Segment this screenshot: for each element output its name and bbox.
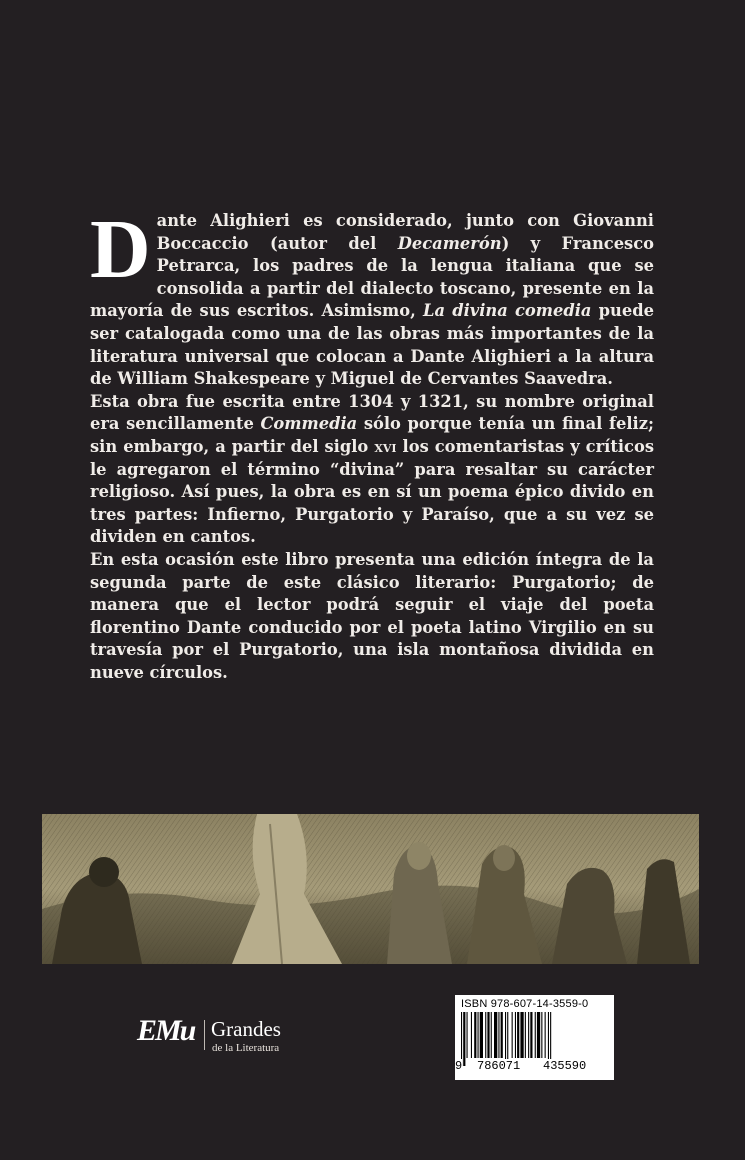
title-divina-comedia: La divina comedia xyxy=(423,301,592,321)
collection-name: Grandes xyxy=(211,1017,281,1041)
barcode-bar xyxy=(537,1012,540,1058)
publisher-mark: EMu xyxy=(137,1014,195,1047)
paragraph-2 xyxy=(90,391,654,549)
paragraph-1 xyxy=(90,203,654,391)
logo-divider xyxy=(204,1020,205,1050)
title-decameron: Decamerón xyxy=(397,233,502,253)
barcode-bar xyxy=(478,1012,479,1058)
drop-cap: D xyxy=(90,203,151,296)
barcode-bar xyxy=(494,1012,497,1058)
barcode-bar xyxy=(525,1012,526,1058)
barcode-bar xyxy=(498,1012,499,1058)
engraving-figures xyxy=(42,814,699,964)
paragraph-2-text-c: sólo porque tenía un final feliz; sin embargo, a partir del siglo xyxy=(90,414,654,456)
barcode-bar xyxy=(548,1012,549,1066)
barcode-bar xyxy=(461,1012,462,1066)
paragraph-1-text-a: ante Alighieri es considerado, junto con Giovanni Boccaccio (autor del xyxy=(156,211,654,253)
title-commedia: Commedia xyxy=(260,414,358,434)
barcode-bar xyxy=(480,1012,483,1058)
isbn-number: ISBN 978-607-14-3559-0 xyxy=(461,998,589,1010)
barcode-bar xyxy=(530,1012,532,1058)
barcode-digits-right: 435590 xyxy=(543,1059,587,1073)
barcode-bar xyxy=(512,1012,513,1058)
collection-subtitle: de la Literatura xyxy=(212,1042,280,1054)
description-text xyxy=(90,203,654,684)
barcode-bar xyxy=(463,1012,465,1066)
barcode-bar xyxy=(471,1012,472,1058)
barcode-bar xyxy=(474,1012,476,1058)
barcode-bar xyxy=(528,1012,529,1058)
engraving-illustration xyxy=(42,814,699,964)
barcode-bar xyxy=(507,1012,508,1066)
paragraph-1-text-c: ) y Francesco Petrarca, los padres de la lengua italiana que se consolida a partir del dialecto toscano, presente en la mayoría de sus escritos. Asimismo, xyxy=(90,233,654,321)
barcode-bar xyxy=(517,1012,519,1058)
barcode-bar xyxy=(467,1012,468,1058)
barcode-bar xyxy=(491,1012,492,1058)
barcode-bar xyxy=(545,1012,546,1058)
paragraph-3: En esta ocasión este libro presenta una edición íntegra de la segunda parte de este clásico literario: Purgatorio; de manera que el lector podrá seguir el viaje del poeta florentino Dante conducido por el poeta latino Virgilio en su travesía por el Purgatorio, una isla montañosa dividida en nueve círculos. xyxy=(90,549,654,682)
barcode-bar xyxy=(550,1012,551,1066)
paragraph-2-text-a: Esta obra fue escrita entre 1304 y 1321, su nombre original era sencillamente xyxy=(90,391,654,434)
barcode-bar xyxy=(520,1012,523,1058)
publisher-logo xyxy=(137,1012,307,1062)
barcode-digit-first: 9 xyxy=(455,1059,463,1073)
isbn-barcode xyxy=(455,995,614,1080)
paragraph-1-text-e: puede ser catalogada como una de las obras más importantes de la literatura universal que colocan a Dante Alighieri a la altura de William Shakespeare y Miguel de Cervantes Saavedra. xyxy=(90,301,654,389)
barcode-digits-left: 786071 xyxy=(477,1059,521,1073)
paragraph-2-text-e: los comentaristas y críticos le agregaron el término “divina” para resaltar su carácter religioso. Así pues, la obra es en sí un poema épico divido en tres partes: Infierno, Purgatorio y Paraíso, que a su vez se dividen en cantos. xyxy=(90,436,654,547)
barcode-bar xyxy=(541,1012,542,1058)
barcode-bar xyxy=(515,1012,516,1058)
barcode-bar xyxy=(505,1012,506,1066)
century-numeral: xvi xyxy=(374,436,397,456)
barcode-bar xyxy=(535,1012,536,1058)
barcode-bar xyxy=(485,1012,486,1058)
barcode-bar xyxy=(487,1012,489,1058)
barcode-bar xyxy=(501,1012,503,1058)
